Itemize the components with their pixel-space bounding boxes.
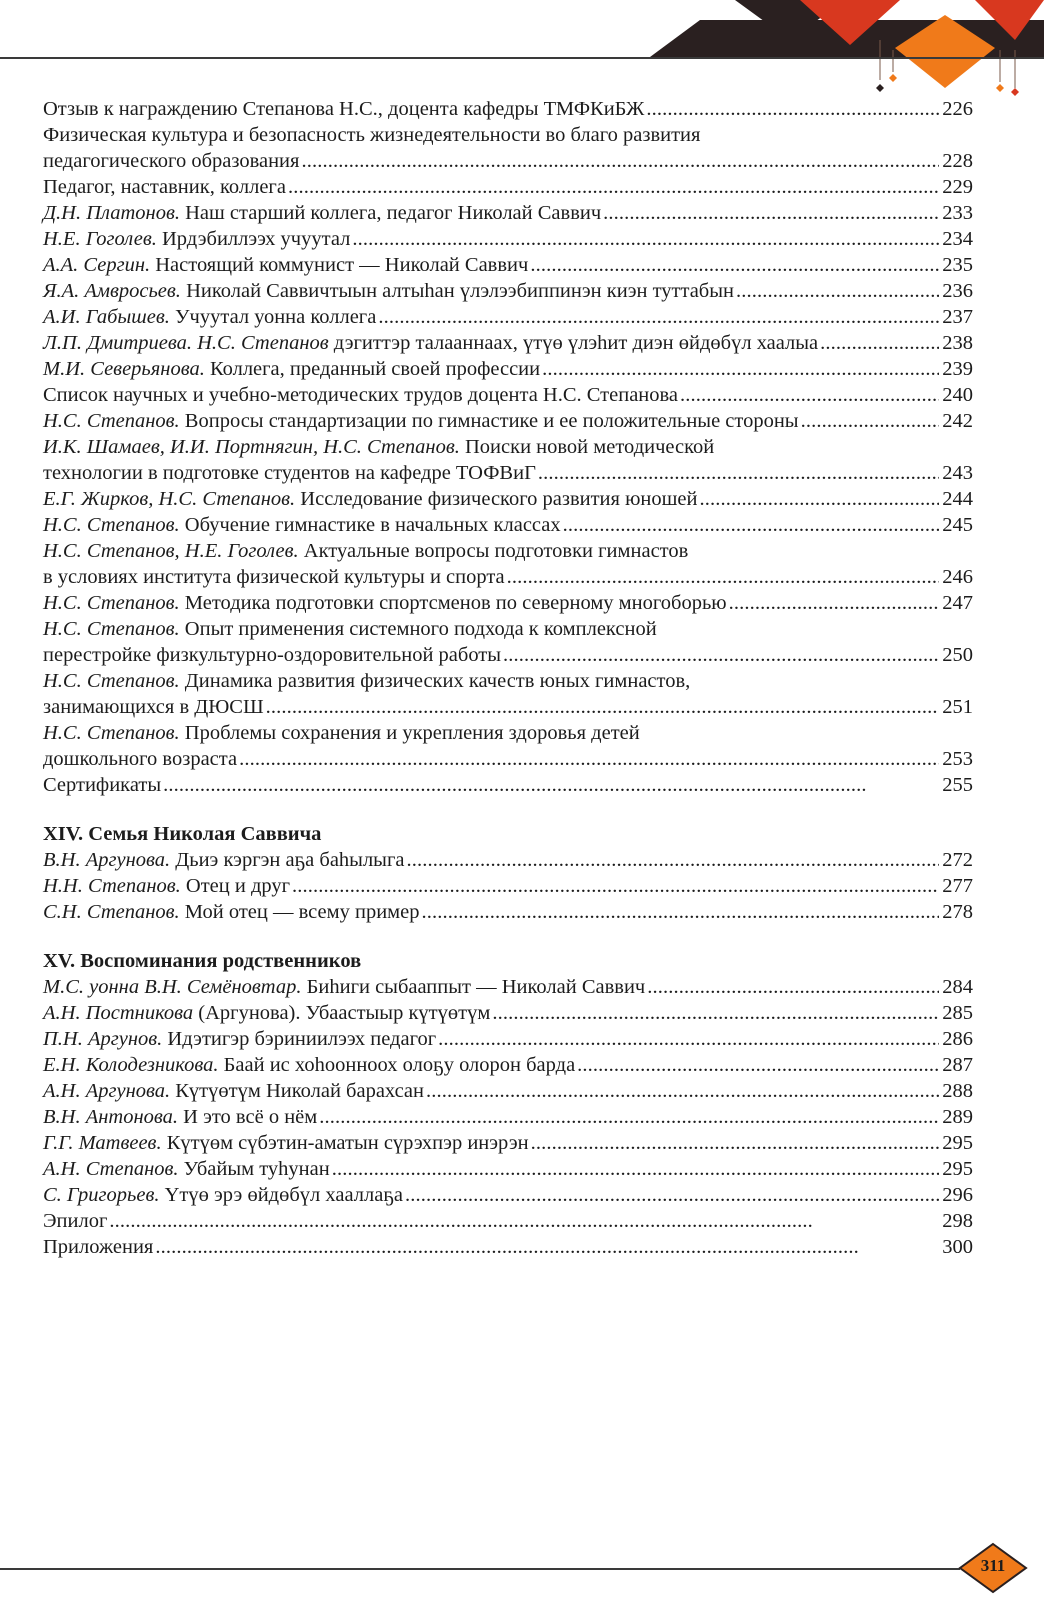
table-of-contents bbox=[43, 96, 973, 1260]
toc-entry[interactable] bbox=[43, 772, 973, 798]
entry-page-number: 285 bbox=[942, 1002, 973, 1024]
toc-entry-line bbox=[43, 122, 973, 148]
entry-page-number: 253 bbox=[942, 748, 973, 770]
entry-page-number: 287 bbox=[942, 1054, 973, 1076]
entry-page-number: 226 bbox=[942, 98, 973, 120]
dot-leader bbox=[530, 252, 939, 278]
dot-leader bbox=[319, 1104, 939, 1130]
entry-page-number: 234 bbox=[942, 228, 973, 250]
toc-entry[interactable] bbox=[43, 460, 973, 486]
entry-title-line: Дьиэ кэргэн аҕа баһылыга bbox=[175, 849, 405, 871]
dot-leader bbox=[736, 278, 939, 304]
dot-leader bbox=[292, 873, 939, 899]
entry-author: А.И. Габышев. bbox=[43, 306, 170, 328]
entry-title-line: Ирдэбиллээх учуутал bbox=[162, 228, 351, 250]
entry-page-number: 245 bbox=[942, 514, 973, 536]
entry-author: П.Н. Аргунов. bbox=[43, 1028, 163, 1050]
entry-title-line: Проблемы сохранения и укрепления здоровья детей bbox=[184, 722, 640, 744]
dot-leader bbox=[531, 1130, 940, 1156]
entry-author: Н.С. Степанов. bbox=[43, 514, 180, 536]
entry-author: М.И. Северьянова. bbox=[43, 358, 205, 380]
entry-author: Н.С. Степанов. bbox=[43, 618, 180, 640]
toc-entry[interactable] bbox=[43, 1130, 973, 1156]
entry-author: Н.Е. Гоголев. bbox=[43, 228, 157, 250]
entry-author: И.К. Шамаев, И.И. Портнягин, Н.С. Степанов. bbox=[43, 436, 460, 458]
entry-page-number: 286 bbox=[942, 1028, 973, 1050]
entry-title-line: Настоящий коммунист — Николай Саввич bbox=[155, 254, 529, 276]
entry-title-line: Убайым туһунан bbox=[183, 1158, 330, 1180]
entry-page-number: 250 bbox=[942, 644, 973, 666]
toc-entry[interactable] bbox=[43, 148, 973, 174]
dot-leader bbox=[109, 1208, 939, 1234]
dot-leader bbox=[542, 356, 939, 382]
entry-title-line: Исследование физического развития юношей bbox=[300, 488, 698, 510]
toc-entry[interactable] bbox=[43, 278, 973, 304]
entry-author: Н.Н. Степанов. bbox=[43, 875, 181, 897]
toc-entry[interactable] bbox=[43, 1208, 973, 1234]
header-decoration bbox=[0, 0, 1044, 100]
dot-leader bbox=[820, 330, 939, 356]
entry-title-line: в условиях института физической культуры и спорта bbox=[43, 566, 505, 588]
entry-author: А.Н. Степанов. bbox=[43, 1158, 179, 1180]
entry-author: Г.Г. Матвеев. bbox=[43, 1132, 162, 1154]
toc-entry[interactable] bbox=[43, 873, 973, 899]
entry-title-line: педагогического образования bbox=[43, 150, 300, 172]
entry-page-number: 237 bbox=[942, 306, 973, 328]
toc-entry[interactable] bbox=[43, 512, 973, 538]
dot-leader bbox=[699, 486, 939, 512]
dot-leader bbox=[538, 460, 939, 486]
entry-page-number: 244 bbox=[942, 488, 973, 510]
toc-entry[interactable] bbox=[43, 1182, 973, 1208]
dot-leader bbox=[266, 694, 940, 720]
toc-entry[interactable] bbox=[43, 486, 973, 512]
toc-entry[interactable] bbox=[43, 564, 973, 590]
toc-entry[interactable] bbox=[43, 1052, 973, 1078]
dot-leader bbox=[577, 1052, 939, 1078]
entry-page-number: 298 bbox=[942, 1210, 973, 1232]
entry-title-line: Опыт применения системного подхода к комплексной bbox=[184, 618, 657, 640]
dot-leader bbox=[646, 96, 939, 122]
toc-entry[interactable] bbox=[43, 1078, 973, 1104]
toc-entry[interactable] bbox=[43, 356, 973, 382]
entry-title-line: Педагог, наставник, коллега bbox=[43, 176, 286, 198]
toc-entry[interactable] bbox=[43, 746, 973, 772]
entry-title-line: перестройке физкультурно-оздоровительной работы bbox=[43, 644, 502, 666]
entry-author: Н.С. Степанов, Н.Е. Гоголев. bbox=[43, 540, 299, 562]
entry-page-number: 247 bbox=[942, 592, 973, 614]
entry-title-line: Мой отец — всему пример bbox=[184, 901, 420, 923]
entry-title-line: Баай ис хоһоонноох олоҕу олорон барда bbox=[223, 1054, 576, 1076]
toc-entry[interactable] bbox=[43, 642, 973, 668]
toc-entry-line bbox=[43, 616, 973, 642]
toc-entry[interactable] bbox=[43, 694, 973, 720]
dot-leader bbox=[438, 1026, 939, 1052]
entry-title-line: И это всё о нём bbox=[183, 1106, 318, 1128]
entry-page-number: 236 bbox=[942, 280, 973, 302]
toc-entry-line bbox=[43, 538, 973, 564]
entry-author: Л.П. Дмитриева. Н.С. Степанов bbox=[43, 332, 329, 354]
entry-title-line: Список научных и учебно-методических трудов доцента Н.С. Степанова bbox=[43, 384, 679, 406]
dot-leader bbox=[729, 590, 940, 616]
entry-title-line: Обучение гимнастике в начальных классах bbox=[184, 514, 561, 536]
entry-title-line: Наш старший коллега, педагог Николай Саввич bbox=[185, 202, 602, 224]
toc-entry[interactable] bbox=[43, 974, 973, 1000]
entry-page-number: 272 bbox=[942, 849, 973, 871]
entry-title-line: Идэтигэр бэриниилээх педагог bbox=[167, 1028, 437, 1050]
dot-leader bbox=[155, 1234, 939, 1260]
toc-entry[interactable] bbox=[43, 382, 973, 408]
entry-title-line: Николай Саввичтыын алтыһан үлэлээбиппинэн киэн туттабын bbox=[186, 280, 734, 302]
toc-entry[interactable] bbox=[43, 226, 973, 252]
entry-page-number: 278 bbox=[942, 901, 973, 923]
entry-title-line: Физическая культура и безопасность жизнедеятельности во благо развития bbox=[43, 124, 701, 146]
dot-leader bbox=[503, 642, 939, 668]
page-number: 311 bbox=[980, 1556, 1006, 1575]
entry-author: Е.Н. Колодезникова. bbox=[43, 1054, 219, 1076]
entry-title-line: дэгиттэр талааннаах, үтүө үлэһит диэн өйдөбүл хаалыа bbox=[333, 332, 819, 354]
entry-title-line: Биһиги сыбааппыт — Николай Саввич bbox=[306, 976, 646, 998]
dot-leader bbox=[405, 1182, 939, 1208]
dot-leader bbox=[301, 148, 939, 174]
toc-entry[interactable] bbox=[43, 899, 973, 925]
toc-entry[interactable] bbox=[43, 200, 973, 226]
toc-entry-line bbox=[43, 720, 973, 746]
toc-entry[interactable] bbox=[43, 96, 973, 122]
dot-leader bbox=[239, 746, 939, 772]
toc-entry[interactable] bbox=[43, 330, 973, 356]
dot-leader bbox=[406, 847, 939, 873]
dot-leader bbox=[422, 899, 940, 925]
toc-entry[interactable] bbox=[43, 1234, 973, 1260]
entry-title-line: Күтүөтүм Николай барахсан bbox=[175, 1080, 424, 1102]
entry-title-line: (Аргунова). Убаастыыр күтүөтүм bbox=[198, 1002, 491, 1024]
entry-page-number: 240 bbox=[942, 384, 973, 406]
entry-page-number: 255 bbox=[942, 774, 973, 796]
entry-title-line: Сертификаты bbox=[43, 774, 162, 796]
dot-leader bbox=[492, 1000, 939, 1026]
dot-leader bbox=[352, 226, 939, 252]
entry-page-number: 277 bbox=[942, 875, 973, 897]
entry-title-line: Отзыв к награждению Степанова Н.С., доцента кафедры ТМФКиБЖ bbox=[43, 98, 645, 120]
dot-leader bbox=[680, 382, 939, 408]
entry-page-number: 246 bbox=[942, 566, 973, 588]
entry-title-line: Динамика развития физических качеств юных гимнастов, bbox=[184, 670, 691, 692]
entry-title-line: технологии в подготовке студентов на кафедре ТОФВиГ bbox=[43, 462, 536, 484]
entry-title-line: Приложения bbox=[43, 1236, 154, 1258]
entry-title-line: Актуальные вопросы подготовки гимнастов bbox=[303, 540, 689, 562]
dot-leader bbox=[801, 408, 940, 434]
toc-entry-line bbox=[43, 434, 973, 460]
toc-entry[interactable] bbox=[43, 304, 973, 330]
entry-title-line: Күтүөм сүбэтин-аматын сүрэхпэр инэрэн bbox=[166, 1132, 529, 1154]
entry-author: Е.Г. Жирков, Н.С. Степанов. bbox=[43, 488, 296, 510]
entry-author: А.Н. Постникова bbox=[43, 1002, 194, 1024]
toc-entry[interactable] bbox=[43, 252, 973, 278]
toc-entry[interactable] bbox=[43, 174, 973, 200]
entry-page-number: 289 bbox=[942, 1106, 973, 1128]
entry-page-number: 229 bbox=[942, 176, 973, 198]
entry-page-number: 239 bbox=[942, 358, 973, 380]
dot-leader bbox=[507, 564, 940, 590]
entry-title-line: Методика подготовки спортсменов по северному многоборью bbox=[184, 592, 727, 614]
entry-page-number: 251 bbox=[942, 696, 973, 718]
section-heading: XIV. Семья Николая Саввича bbox=[43, 823, 322, 845]
entry-page-number: 295 bbox=[942, 1132, 973, 1154]
entry-title-line: Үтүө эрэ өйдөбүл хааллаҕа bbox=[164, 1184, 403, 1206]
dot-leader bbox=[426, 1078, 939, 1104]
entry-page-number: 284 bbox=[942, 976, 973, 998]
entry-title-line: Вопросы стандартизации по гимнастике и ее положительные стороны bbox=[184, 410, 799, 432]
entry-page-number: 296 bbox=[942, 1184, 973, 1206]
toc-entry[interactable] bbox=[43, 847, 973, 873]
toc-entry[interactable] bbox=[43, 1104, 973, 1130]
entry-author: С. Григорьев. bbox=[43, 1184, 160, 1206]
entry-title-line: дошкольного возраста bbox=[43, 748, 238, 770]
entry-author: Н.С. Степанов. bbox=[43, 722, 180, 744]
entry-author: М.С. уонна В.Н. Семёновтар. bbox=[43, 976, 302, 998]
entry-author: В.Н. Аргунова. bbox=[43, 849, 171, 871]
entry-author: С.Н. Степанов. bbox=[43, 901, 180, 923]
dot-leader bbox=[378, 304, 939, 330]
entry-page-number: 243 bbox=[942, 462, 973, 484]
entry-page-number: 295 bbox=[942, 1158, 973, 1180]
bottom-rule bbox=[0, 1568, 960, 1570]
entry-author: Д.Н. Платонов. bbox=[43, 202, 180, 224]
entry-page-number: 300 bbox=[942, 1236, 973, 1258]
entry-author: Н.С. Степанов. bbox=[43, 670, 180, 692]
entry-page-number: 233 bbox=[942, 202, 973, 224]
dot-leader bbox=[163, 772, 939, 798]
entry-page-number: 288 bbox=[942, 1080, 973, 1102]
entry-page-number: 235 bbox=[942, 254, 973, 276]
entry-title-line: занимающихся в ДЮСШ bbox=[43, 696, 264, 718]
top-rule bbox=[0, 57, 1044, 59]
entry-page-number: 238 bbox=[942, 332, 973, 354]
dot-leader bbox=[647, 974, 939, 1000]
entry-title-line: Коллега, преданный своей профессии bbox=[209, 358, 541, 380]
entry-title-line: Отец и друг bbox=[185, 875, 291, 897]
section-heading: XV. Воспоминания родственников bbox=[43, 950, 362, 972]
entry-author: Н.С. Степанов. bbox=[43, 410, 180, 432]
dot-leader bbox=[563, 512, 940, 538]
toc-entry[interactable] bbox=[43, 1000, 973, 1026]
entry-page-number: 228 bbox=[942, 150, 973, 172]
toc-entry[interactable] bbox=[43, 1026, 973, 1052]
entry-title-line: Поиски новой методической bbox=[464, 436, 715, 458]
entry-author: Н.С. Степанов. bbox=[43, 592, 180, 614]
entry-title-line: Эпилог bbox=[43, 1210, 108, 1232]
entry-author: А.Н. Аргунова. bbox=[43, 1080, 171, 1102]
entry-author: А.А. Сергин. bbox=[43, 254, 151, 276]
toc-entry[interactable] bbox=[43, 408, 973, 434]
dot-leader bbox=[332, 1156, 940, 1182]
toc-entry[interactable] bbox=[43, 590, 973, 616]
entry-title-line: Учуутал уонна коллега bbox=[175, 306, 377, 328]
dot-leader bbox=[603, 200, 939, 226]
dot-leader bbox=[288, 174, 939, 200]
entry-page-number: 242 bbox=[942, 410, 973, 432]
entry-author: В.Н. Антонова. bbox=[43, 1106, 179, 1128]
entry-author: Я.А. Амвросьев. bbox=[43, 280, 181, 302]
toc-entry-line bbox=[43, 668, 973, 694]
toc-entry[interactable] bbox=[43, 1156, 973, 1182]
